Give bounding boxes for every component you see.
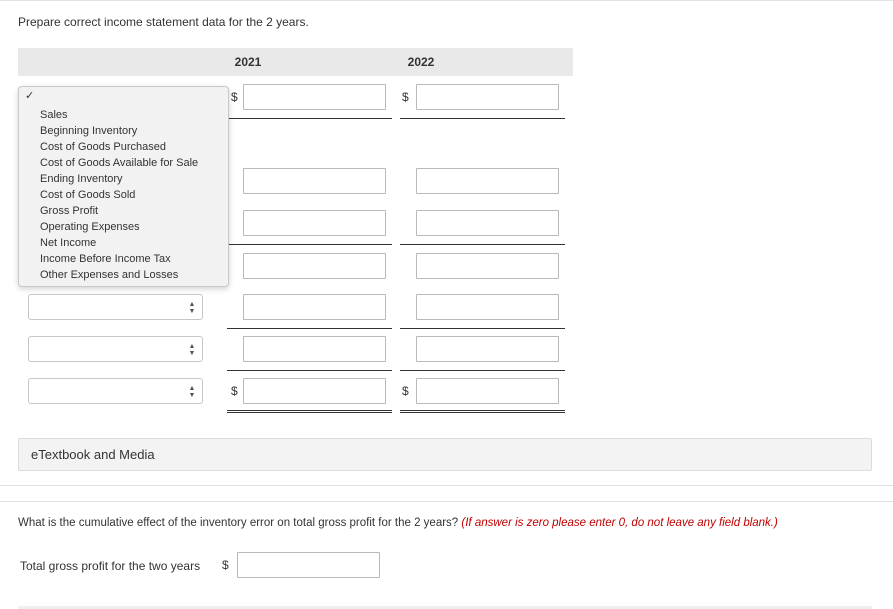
column-header-band <box>18 48 573 76</box>
underline-row4-2021 <box>227 244 392 245</box>
up-down-arrows-icon: ▲ ▼ <box>188 301 196 315</box>
amount-input-row5-2021[interactable] <box>243 253 386 279</box>
dropdown-option[interactable]: Beginning Inventory <box>40 125 138 137</box>
double-underline-row8-2021 <box>227 410 392 413</box>
up-down-arrows-icon: ▲ ▼ <box>188 343 196 357</box>
total-gross-profit-label: Total gross profit for the two years <box>20 559 201 573</box>
etextbook-media-bar[interactable] <box>18 438 872 471</box>
dropdown-option[interactable]: Cost of Goods Sold <box>40 189 136 201</box>
section-divider <box>0 501 893 502</box>
dollar-sign-row8-2021: $ <box>231 384 238 398</box>
double-underline-row8-2022 <box>400 410 565 413</box>
dropdown-option[interactable]: Net Income <box>40 237 97 249</box>
line-item-dropdown-menu[interactable] <box>18 86 229 287</box>
checkmark-icon: ✓ <box>25 90 35 102</box>
top-divider <box>0 0 893 1</box>
question-note: (If answer is zero please enter 0, do not leave any field blank.) <box>461 517 778 529</box>
underline-row1-2021 <box>227 118 392 119</box>
underline-row7-2022 <box>400 370 565 371</box>
amount-input-row3-2021[interactable] <box>243 168 386 194</box>
dollar-sign-row8-2022: $ <box>402 384 409 398</box>
underline-row1-2022 <box>400 118 565 119</box>
column-header-2022: 2022 <box>407 55 435 69</box>
underline-row6-2021 <box>227 328 392 329</box>
dropdown-option[interactable]: Cost of Goods Available for Sale <box>40 157 199 169</box>
etextbook-label: eTextbook and Media <box>31 447 155 462</box>
column-header-2021: 2021 <box>234 55 262 69</box>
amount-input-row7-2021[interactable] <box>243 336 386 362</box>
amount-input-row5-2022[interactable] <box>416 253 559 279</box>
dropdown-option[interactable]: Cost of Goods Purchased <box>40 141 166 153</box>
section-divider <box>0 485 893 486</box>
amount-input-row6-2021[interactable] <box>243 294 386 320</box>
dropdown-option[interactable]: Income Before Income Tax <box>40 253 171 265</box>
amount-input-row7-2022[interactable] <box>416 336 559 362</box>
dropdown-option[interactable]: Sales <box>40 109 68 121</box>
amount-input-row6-2022[interactable] <box>416 294 559 320</box>
amount-input-row3-2022[interactable] <box>416 168 559 194</box>
line-item-select-row7[interactable] <box>28 336 203 362</box>
up-down-arrows-icon: ▲ ▼ <box>188 385 196 399</box>
total-gross-profit-input[interactable] <box>237 552 380 578</box>
dollar-sign-row1-2021: $ <box>231 90 238 104</box>
question-text <box>18 517 778 529</box>
amount-input-row1-2022[interactable] <box>416 84 559 110</box>
dropdown-option[interactable]: Ending Inventory <box>40 173 123 185</box>
amount-input-row8-2022[interactable] <box>416 378 559 404</box>
line-item-select-row8[interactable] <box>28 378 203 404</box>
amount-input-row1-2021[interactable] <box>243 84 386 110</box>
dollar-sign-row1-2022: $ <box>402 90 409 104</box>
underline-row7-2021 <box>227 370 392 371</box>
instruction-text: Prepare correct income statement data for the 2 years. <box>18 15 309 29</box>
dollar-sign-total: $ <box>222 558 229 572</box>
underline-row4-2022 <box>400 244 565 245</box>
amount-input-row4-2022[interactable] <box>416 210 559 236</box>
dropdown-options-list <box>40 107 198 283</box>
line-item-select-row6[interactable] <box>28 294 203 320</box>
question-body: What is the cumulative effect of the inventory error on total gross profit for the 2 years? <box>18 517 459 529</box>
dropdown-option[interactable]: Operating Expenses <box>40 221 140 233</box>
amount-input-row4-2021[interactable] <box>243 210 386 236</box>
dropdown-option[interactable]: Other Expenses and Losses <box>40 269 179 281</box>
dropdown-option[interactable]: Gross Profit <box>40 205 99 217</box>
amount-input-row8-2021[interactable] <box>243 378 386 404</box>
underline-row6-2022 <box>400 328 565 329</box>
